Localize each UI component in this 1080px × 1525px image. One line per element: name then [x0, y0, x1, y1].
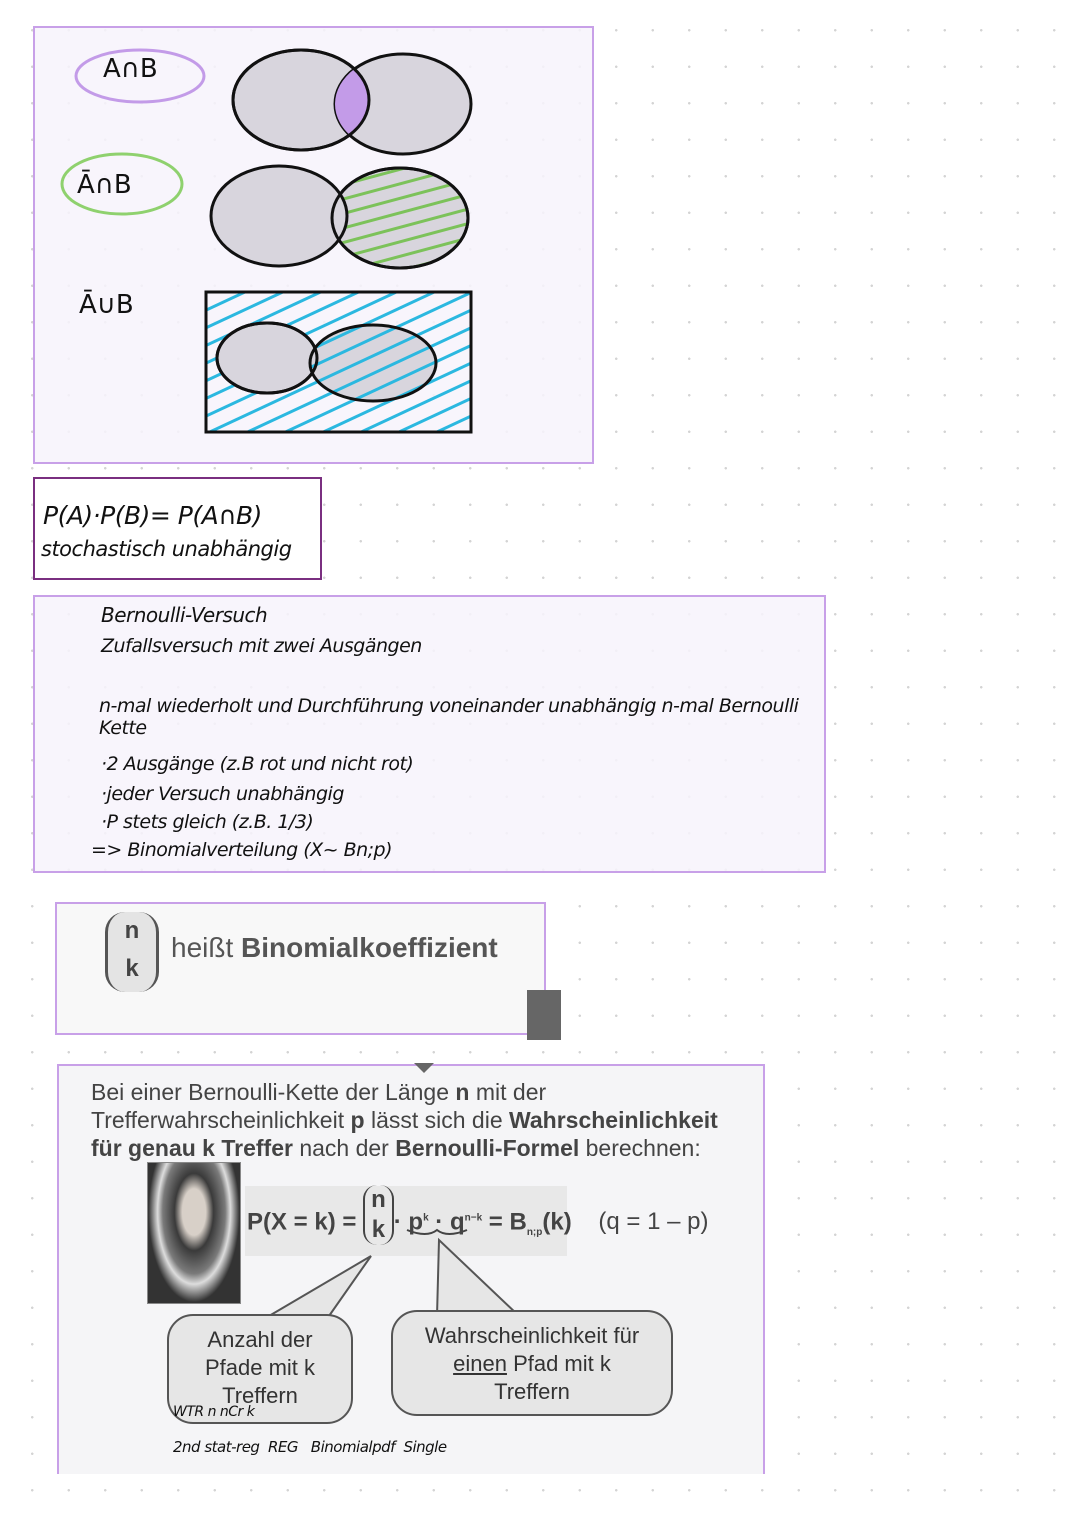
- binom-n: n: [124, 917, 140, 944]
- callout-path-probability: Wahrscheinlichkeit für einen Pfad mit k Treffern: [391, 1310, 673, 1416]
- caption-plain: heißt: [171, 932, 242, 963]
- dark-corner-block: [527, 990, 561, 1040]
- binomial-coefficient-panel: [55, 902, 546, 1035]
- venn-abar-and-b: [211, 166, 468, 268]
- bernoulli-formula-panel: [57, 1064, 765, 1474]
- label-abar-or-b: Ā∪B: [79, 290, 134, 320]
- callout-path-count: Anzahl der Pfade mit k Treffern: [167, 1314, 353, 1424]
- label-abar-and-b: Ā∩B: [77, 170, 132, 200]
- binom-caption: [171, 932, 498, 964]
- venn-a-and-b: [233, 50, 471, 154]
- notes-definition: Zufallsversuch mit zwei Ausgängen: [101, 635, 422, 657]
- notes-bullet: ·P stets gleich (z.B. 1/3): [101, 811, 314, 833]
- formula-intro: Bei einer Bernoulli-Kette der Länge n mit der Trefferwahrscheinlichkeit p lässt sich die Wahrscheinlichkeit für genau k Treffer nach der Bernoulli-Formel berechnen:: [91, 1079, 718, 1161]
- notes-conclusion: => Binomialverteilung (X~ Bn;p): [91, 839, 393, 861]
- independence-box: [33, 477, 322, 580]
- label-a-and-b: A∩B: [103, 54, 158, 84]
- notes-title: Bernoulli-Versuch: [101, 603, 268, 627]
- notes-bullet: ·jeder Versuch unabhängig: [101, 783, 344, 805]
- venn-abar-or-b: [206, 292, 471, 432]
- binom-k: k: [125, 955, 139, 982]
- notes-bullet: ·2 Ausgänge (z.B rot und nicht rot): [101, 753, 414, 775]
- independence-caption: stochastisch unabhängig: [41, 537, 292, 561]
- caption-bold: Binomialkoeffizient: [241, 932, 498, 963]
- binom-symbol: [105, 912, 159, 992]
- calculator-note-1: WTR n nCr k: [173, 1404, 255, 1420]
- venn-diagrams-panel: [33, 26, 594, 464]
- independence-formula: P(A)·P(B)= P(A∩B): [43, 501, 262, 530]
- notes-chain: n-mal wiederholt und Durchführung voneinander unabhängig n-mal Bernoulli Kette: [99, 695, 799, 739]
- calculator-note-2: 2nd stat-reg REG Binomialpdf Single: [173, 1438, 447, 1456]
- bernoulli-notes-panel: [33, 595, 826, 873]
- venn-diagrams: [35, 28, 592, 462]
- formula: P(X = k) = n $k \cdot p^k \cdot q^{n-k} = B_{n;p}(k) (q = 1 - p)$: [247, 1186, 709, 1243]
